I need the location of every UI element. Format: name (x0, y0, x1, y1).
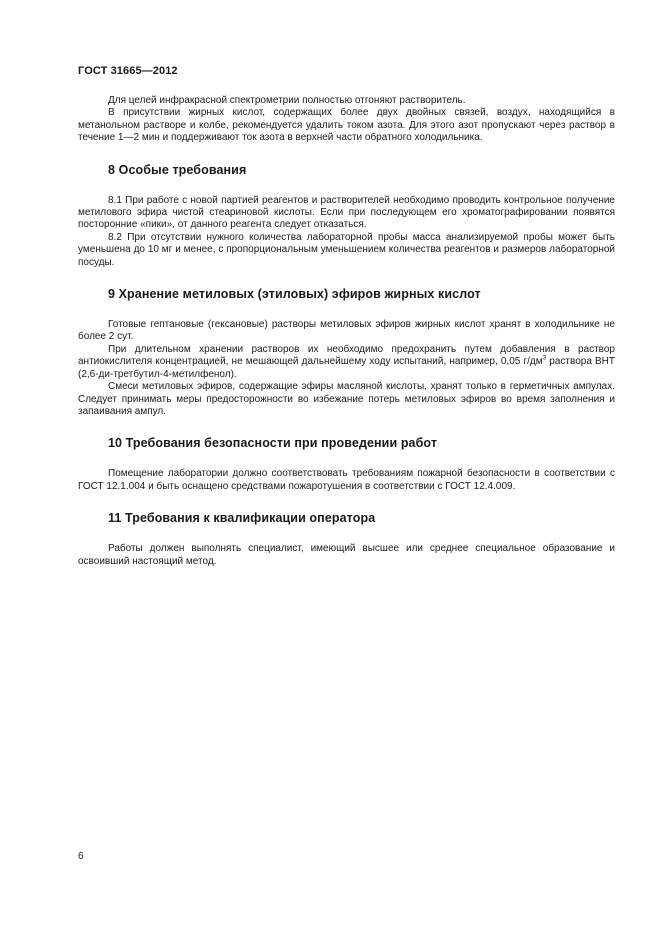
document-page (78, 64, 615, 568)
section-8-heading: 8 Особые требования (108, 162, 247, 177)
section-11-heading: 11 Требования к квалификации оператора (108, 511, 376, 526)
section-9-heading: 9 Хранение метиловых (этиловых) эфиров жирных кислот (108, 287, 481, 302)
intro-paragraph-2: В присутствии жирных кислот, содержащих более двух двойных связей, воздух, находящийся в метанольном растворе и колбе, рекомендуется удалить током азота. Для этого азот пропускают через раствор в течение 1—2 мин и поддерживают ток азота в верхней части обратного холодильника. (78, 107, 615, 144)
section-8-paragraph-2: 8.2 При отсутствии нужного количества лабораторной пробы масса анализируемой пробы может быть уменьшена до 10 мг и менее, с пропорциональным уменьшением количества реагентов и размеров лабораторной посуды. (78, 231, 615, 268)
section-9-paragraph-2 (78, 344, 615, 381)
superscript-three: 3 (542, 354, 547, 362)
section-10-heading: 10 Требования безопасности при проведении работ (108, 436, 438, 451)
page-number: 6 (78, 851, 84, 862)
section-9-paragraph-2-end: раствора ВНТ (2,6-ди-третбутил-4-метилфенол). (78, 356, 615, 380)
section-8-paragraph-1: 8.1 При работе с новой партией реагентов и растворителей необходимо проводить контрольное получение метилового эфира чистой стеариновой кислоты. Если при последующем его хроматографировании появятся посторонние «пики», от данного реагента следует отказаться. (78, 194, 615, 231)
intro-paragraph-1: Для целей инфракрасной спектрометрии полностью отгоняют растворитель. (108, 95, 466, 106)
document-header: ГОСТ 31665—2012 (78, 65, 178, 77)
section-9-paragraph-2-start: При длительном хранении растворов их необходимо предохранить путем добавления в раствор антиокислителя концентрацией, не мешающей дальнейшему ходу испытаний, например, 0,05 г/дм (78, 343, 615, 368)
section-11-paragraph-1: Работы должен выполнять специалист, имеющий высшее или среднее специальное образование и освоивший настоящий метод. (78, 543, 615, 567)
section-9-paragraph-1: Готовые гептановые (гексановые) растворы метиловых эфиров жирных кислот хранят в холодильнике не более 2 сут. (78, 319, 615, 343)
section-9-paragraph-3: Смеси метиловых эфиров, содержащие эфиры масляной кислоты, хранят только в герметичных ампулах. Следует принимать меры предосторожности во избежание потерь метиловых эфиров во время заполнения и запаивания ампул. (78, 381, 615, 417)
section-10-paragraph-1: Помещение лаборатории должно соответствовать требованиям пожарной безопасности в соответствии с ГОСТ 12.1.004 и быть оснащено средствами пожаротушения в соответствии с ГОСТ 12.4.009. (78, 468, 615, 492)
